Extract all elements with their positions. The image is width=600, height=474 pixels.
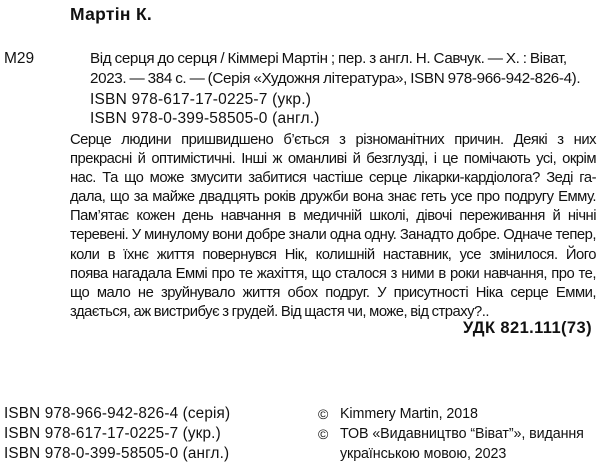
copyright-publisher-cont: українською мовою, 2023 [340,446,507,462]
annotation-line: що мало не зруйнувало життя обох подруг. У присутності Ніка серце Емми, [70,284,596,301]
annotation-line: нас. Та що може змусити забитися частіше серце лікарки-кардіолога? Зеді га- [70,170,596,187]
classification-code: М29 [4,50,35,67]
copyright-publisher: ТОВ «Видавництво “Віват”», видання [340,426,584,442]
bibliographic-line-1: Від серця до серця / Кіммері Мартін ; пер. з англ. Н. Савчук. — Х. : Віват, [90,50,567,67]
annotation-line: прекрасні й оптимістичні. Інші ж оманливі й безглузді, і це помічають усі, окрім [70,151,596,168]
isbn-eng: ISBN 978-0-399-58505-0 (англ.) [90,110,320,127]
udk-code: УДК 821.111(73) [462,319,592,337]
isbn-ukr-bottom: ISBN 978-617-17-0225-7 (укр.) [4,425,221,442]
copyright-icon: © [318,406,329,422]
isbn-ukr: ISBN 978-617-17-0225-7 (укр.) [90,91,312,108]
annotation-line: Серце людини пришвидшено б’ється з різноманітних причин. Деякі з них [70,132,596,148]
bibliographic-line-2: 2023. — 384 с. — (Серія «Художня література», ISBN 978-966-942-826-4). [90,70,581,87]
annotation-line: поява нагадала Еммі про те жахіття, що сталося з ними в роки навчання, про те, [70,265,596,282]
copyright-icon: © [318,426,329,442]
isbn-eng-bottom: ISBN 978-0-399-58505-0 (англ.) [4,445,230,462]
copyright-author: Kimmery Martin, 2018 [340,406,478,422]
annotation-line: коли в їхнє життя повернувся Нік, колишній наставник, усе змінилося. Його [70,246,596,263]
annotation-line: теревені. У минулому вони добре знали одна одну. Занадто добре. Одначе тепер, [70,227,596,244]
annotation-line: дала, що за майже двадцять років дружби вона знає геть усе про подругу Емму. [70,189,596,206]
annotation-line: Пам’ятає кожен день навчання в медичній школі, дівочі переживання й нічні [70,208,596,225]
isbn-series: ISBN 978-966-942-826-4 (серія) [4,405,231,422]
annotation-paragraph [70,131,596,322]
author-heading: Мартін К. [70,4,153,24]
annotation-line: здається, аж вистрибує з грудей. Від щастя чи, може, від страху?.. [70,303,490,320]
